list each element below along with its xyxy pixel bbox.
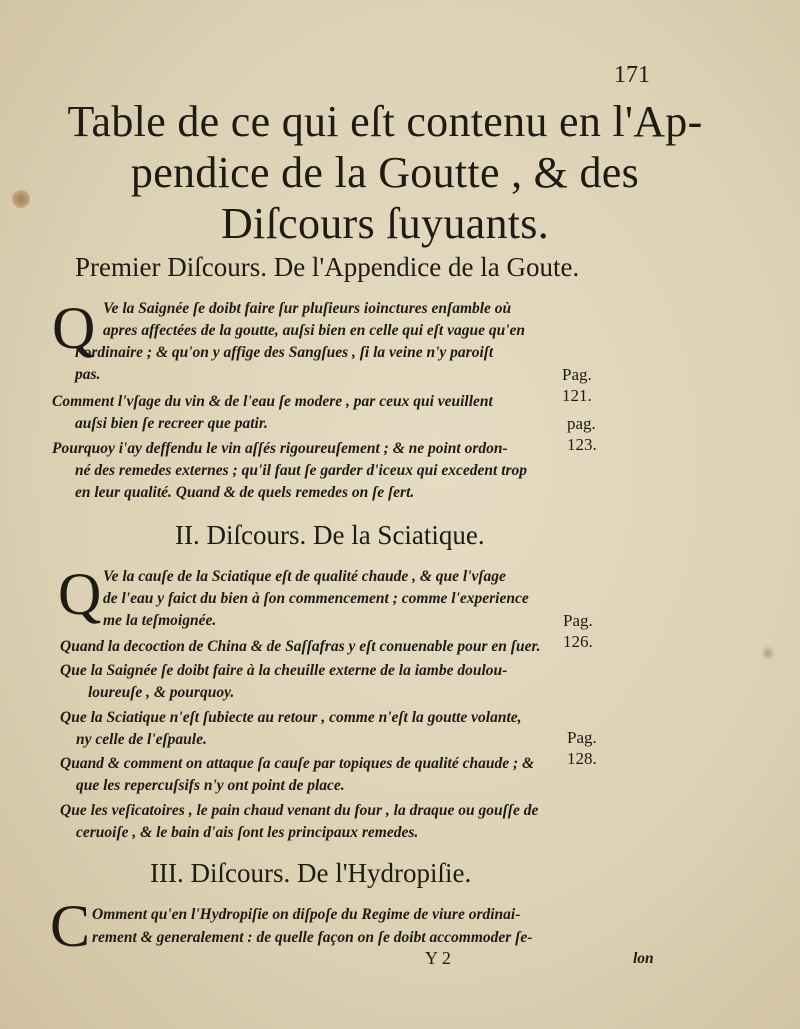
title-line-1: Table de ce qui eſt contenu en l'Ap- — [67, 97, 703, 146]
section-heading-1: Premier Diſcours. De l'Appendice de la Goute. — [75, 252, 580, 282]
entry-line: Que la Saignée ſe doibt faire à la cheuille externe de la iambe doulou- — [60, 662, 508, 679]
entry-line: Quand la decoction de China & de Saſſafras y eſt conuenable pour en ſuer. — [60, 638, 541, 655]
page-reference: pag. 123. — [567, 414, 597, 454]
entry-line: Quand & comment on attaque ſa cauſe par topiques de qualité chaude ; & — [60, 755, 535, 772]
page-number: 171 — [614, 62, 650, 88]
title-line-3: Diſcours ſuyuants. — [220, 199, 550, 248]
entry-line: en leur qualité. Quand & de quels remedes on ſe ſert. — [75, 484, 415, 501]
ink-smudge — [12, 190, 30, 208]
drop-capital: Q — [58, 561, 102, 627]
entry-line: apres affectées de la goutte, auſsi bien en celle qui eſt vague qu'en — [103, 322, 526, 339]
page-reference: Pag. 126. — [563, 611, 593, 651]
catchword: lon — [633, 950, 654, 967]
page-reference: Pag. 121. — [562, 365, 592, 405]
entry-line: ceruoiſe , & le bain d'ais ſont les principaux remedes. — [76, 824, 419, 841]
section-heading-3: III. Diſcours. De l'Hydropiſie. — [150, 858, 472, 888]
entry-line: Comment l'vſage du vin & de l'eau ſe modere , par ceux qui veuillent — [52, 393, 493, 410]
entry-line: pas. — [75, 366, 101, 383]
entry-line: Ve la cauſe de la Sciatique eſt de qualité chaude , & que l'vſage — [103, 568, 506, 585]
entry-line: Ve la Saignée ſe doibt faire ſur pluſieurs ioinctures enſamble où — [103, 300, 512, 317]
entry-line: loureuſe , & pourquoy. — [88, 684, 235, 701]
title-line-2: pendice de la Goutte , & des — [130, 148, 640, 197]
page-reference: Pag. 128. — [567, 728, 597, 768]
entry-line: Que les veſicatoires , le pain chaud venant du four , la draque ou gouſſe de — [60, 802, 539, 819]
entry-line: que les repercuſsifs n'y ont point de place. — [76, 777, 345, 794]
paper-speck — [760, 646, 776, 660]
entry-line: Que la Sciatique n'eſt ſubiecte au retour , comme n'eſt la goutte volante, — [60, 709, 522, 726]
entry-line: Pourquoy i'ay deffendu le vin aſſés rigoureuſement ; & ne point ordon- — [52, 440, 508, 457]
drop-capital: C — [50, 893, 91, 959]
section-heading-2: II. Diſcours. De la Sciatique. — [175, 520, 485, 550]
entry-line: l'ordinaire ; & qu'on y affige des Sangſues , ſi la veine n'y paroiſt — [75, 344, 494, 361]
entry-line: rement & generalement : de quelle façon on ſe doibt accommoder ſe- — [92, 929, 533, 946]
entry-line: me la teſmoignée. — [103, 612, 217, 629]
drop-capital: Q — [52, 295, 96, 361]
entry-line: auſsi bien ſe recreer que patir. — [75, 415, 268, 432]
entry-line: né des remedes externes ; qu'il faut ſe garder d'iceux qui excedent trop — [75, 462, 528, 479]
entry-line: de l'eau y faict du bien à ſon commencement ; comme l'experience — [103, 590, 529, 607]
signature-mark: Y 2 — [425, 948, 451, 968]
entry-line: ny celle de l'eſpaule. — [76, 731, 207, 748]
page-title — [40, 96, 730, 249]
entry-line: Omment qu'en l'Hydropiſie on diſpoſe du Regime de viure ordinai- — [92, 906, 521, 923]
